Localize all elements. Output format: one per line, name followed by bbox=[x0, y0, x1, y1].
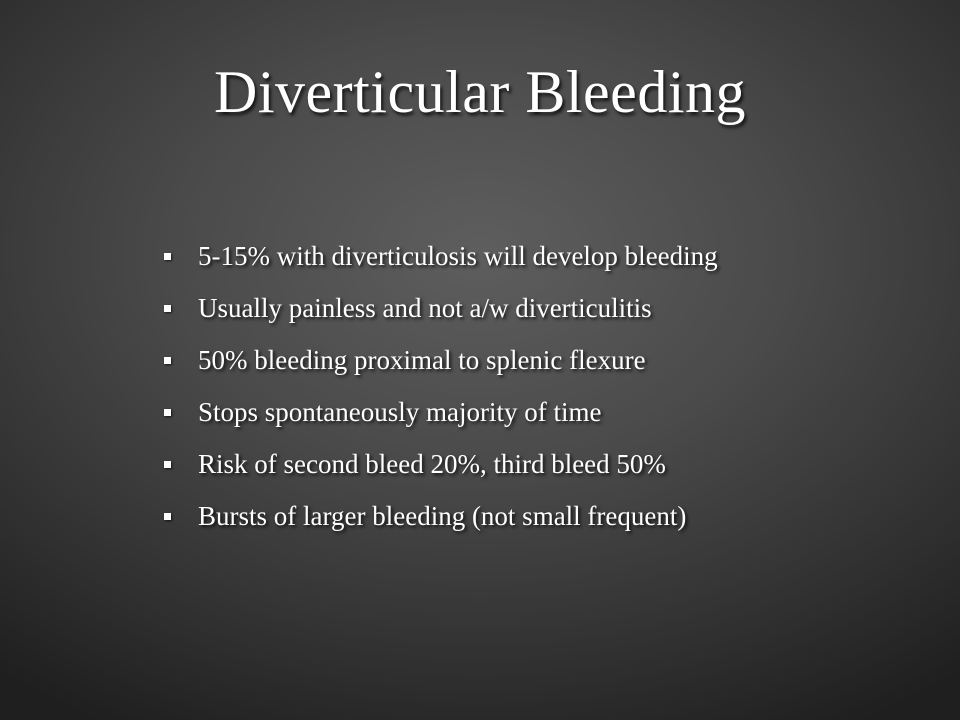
square-bullet-icon bbox=[164, 513, 171, 520]
square-bullet-icon bbox=[164, 409, 171, 416]
bullet-text: Usually painless and not a/w diverticulitis bbox=[198, 292, 652, 323]
bullet-text: 50% bleeding proximal to splenic flexure bbox=[198, 344, 646, 375]
bullet-item bbox=[160, 334, 840, 386]
bullet-text: Bursts of larger bleeding (not small frequent) bbox=[198, 500, 687, 531]
square-bullet-icon bbox=[164, 357, 171, 364]
bullet-item bbox=[160, 438, 840, 490]
square-bullet-icon bbox=[164, 253, 171, 260]
bullet-text: 5-15% with diverticulosis will develop bleeding bbox=[198, 240, 718, 271]
bullet-list bbox=[160, 230, 840, 542]
bullet-item bbox=[160, 490, 840, 542]
bullet-item bbox=[160, 230, 840, 282]
bullet-item bbox=[160, 282, 840, 334]
bullet-text: Risk of second bleed 20%, third bleed 50% bbox=[198, 448, 666, 479]
square-bullet-icon bbox=[164, 461, 171, 468]
slide-title: Diverticular Bleeding bbox=[214, 59, 746, 125]
bullet-item bbox=[160, 386, 840, 438]
bullet-text: Stops spontaneously majority of time bbox=[198, 396, 602, 427]
square-bullet-icon bbox=[164, 305, 171, 312]
